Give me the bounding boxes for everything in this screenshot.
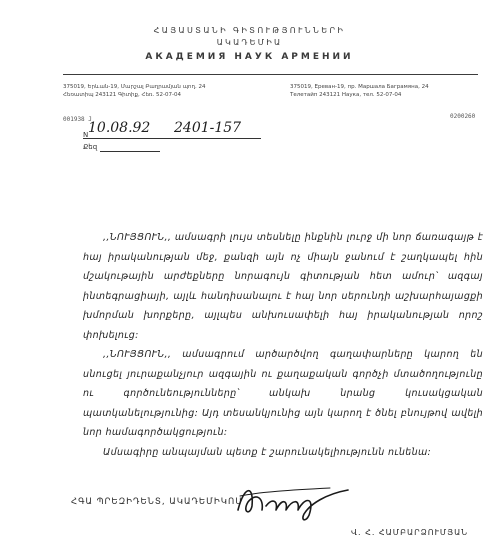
address-russian-line1: 375019, Ереван-19, пр. Маршала Баграмяна, 24 [290, 84, 429, 90]
paragraph-3: Ամսագիրը անպայման պետք է շարունակելիությունն ունենա: [103, 446, 432, 458]
address-russian [290, 83, 429, 99]
address-armenian [63, 83, 205, 99]
institution-name-russian: АКАДЕМИЯ НАУК АРМЕНИИ [145, 52, 354, 62]
date-underline [83, 138, 173, 139]
ref-underline [100, 151, 160, 152]
address-armenian-line1: 375019, Երևան-19, Մարշալ Բաղրամյան պող. 24 [63, 84, 206, 90]
institution-name-armenian: ՀԱՅԱՍՏԱՆԻ ԳԻՏՈՒԹՅՈՒՆՆԵՐԻ [153, 26, 346, 35]
form-code-left: 001938 J [63, 116, 92, 123]
header-rule [63, 74, 478, 75]
ref-label-b: Քեզ [83, 143, 98, 151]
address-russian-line2: Телетайп 243121 Наука, тел. 52-07-04 [290, 92, 402, 98]
paragraph-1: ,,ՆՈՒՅՑՈՒՆ,, ամսագրի լույս տեսնելը ինքնին լուրջ մի նոր ճառագայթ է հայ իրականության մեջ, քանզի այն ոչ միայն ջանում է շաղկապել հին մշակութային արժեքները նորագույն գիտության հետ ամուր՝ ազգայ ինտեգրացիայի, այլև հանդիսանալու է հայ նոր սերունդի աշխարհայացքի խմորման խորքերը, այլպես անխուսափելի հայ իրականության որոշ փոխելուց: [83, 232, 483, 341]
institution-name-armenian-2: ԱԿԱԴԵՄԻԱ [216, 38, 283, 47]
handwritten-signature [230, 476, 360, 526]
number-underline [171, 138, 261, 139]
letter-number: 2401-157 [174, 120, 242, 136]
letter-body [83, 228, 483, 462]
letter-date: 10.08.92 [88, 120, 151, 136]
address-armenian-line2: Հեռատիպ 243121 Գիտիք, Հեռ. 52-07-04 [63, 92, 181, 98]
ref-label-a: N [83, 131, 89, 139]
paragraph-2: ,,ՆՈՒՅՑՈՒՆ,, ամսագրում արծարծվող գաղափարները կարող են սնուցել յուրաքանչյուր ազգային ու քաղաքական գործչի մտածողությունը ու գործունեությունները՝ անկախ նրանց կուսակցական պատկանելությունից: Այդ տեսանկյունից այն կարող է ծնել բնույթով ավելի նոր համագործակցություն: [83, 349, 483, 438]
signatory-title: ՀԳԱ ՊՐԵԶԻԴԵՆՏ, ԱԿԱԴԵՄԻԿՈՍ [71, 497, 243, 507]
signatory-name: Վ. Հ. ՀԱՄԲԱՐՁՈՒՄՅԱՆ [351, 528, 469, 537]
form-code-right: 0200260 [450, 113, 476, 120]
